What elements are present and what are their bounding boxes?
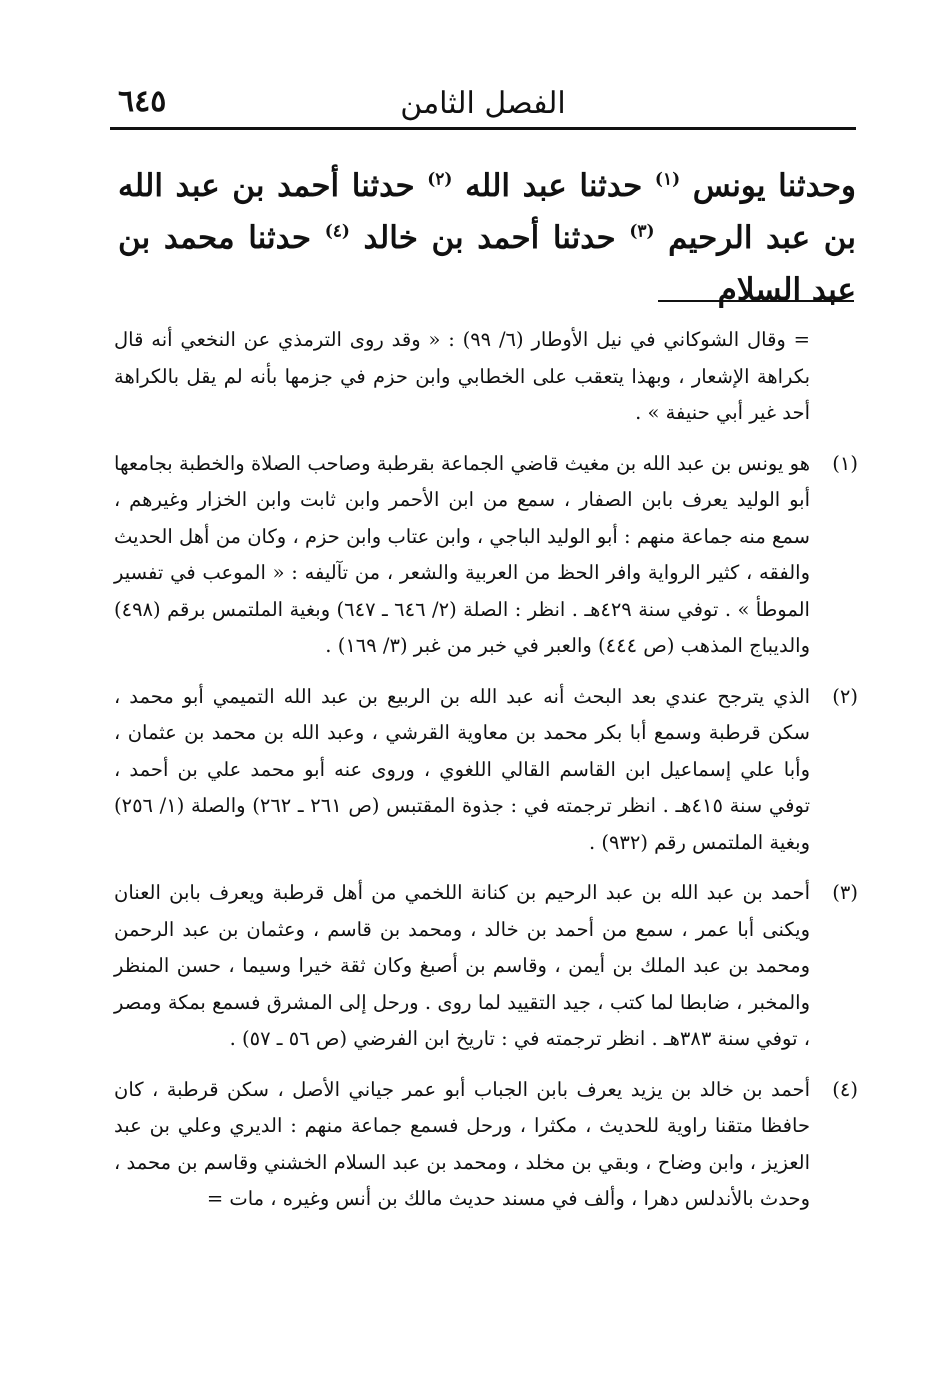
footnote-text: أحمد بن عبد الله بن عبد الرحيم بن كنانة اللخمي من أهل قرطبة ويعرف بابن العنان ويكنى أبا عمر ، سمع من أحمد بن خالد ، ومحمد بن قاسم ، وعثمان بن عبد الرحمن ومحمد بن عبد الملك بن أيمن ، وقاسم بن أصبغ وكان ثقة خيرا وسيما ، حسن المنظر والمخبر ، ضابطا لما كتب ، جيد التقييد لما روى . ورحل إلى المشرق فسمع بمكة ومصر ، توفي سنة ٣٨٣هـ . انظر ترجمته في : تاريخ ابن الفرضي (ص ٥٦ ـ ٥٧) . [114,881,810,1050]
running-header [110,78,856,128]
main-text-segment: حدثنا محمد بن عبد السلام [118,220,856,308]
main-text-segment: حدثنا أحمد بن خالد [349,220,630,256]
main-text-segment: حدثنا عبد الله [452,168,655,204]
footnote-number: (٢) [832,684,858,708]
footnote-ref-3: (٣) [629,221,655,242]
footnotes [114,322,858,1232]
footnote-number: (١) [832,451,858,475]
header-divider [110,127,856,130]
footnote-number: (٤) [832,1077,858,1101]
main-text [118,160,856,316]
footnote-2 [114,679,858,862]
footnote-continuation: = وقال الشوكاني في نيل الأوطار (٦/ ٩٩) : « وقد روى الترمذي عن النخعي أنه قال بكراهة الإشعار ، وبهذا يتعقب على الخطابي وابن حزم في جزمها بأنه لم يقل بالكراهة أحد غير أبي حنيفة » . [114,328,810,424]
footnote-divider [658,300,854,302]
footnote-4 [114,1072,858,1218]
main-text-segment: وحدثنا يونس [680,168,856,204]
footnote-3 [114,875,858,1058]
footnote-ref-4: (٤) [324,221,350,242]
footnote-1 [114,446,858,665]
footnote-text: الذي يترجح عندي بعد البحث أنه عبد الله بن الربيع بن عبد الله التميمي أبو محمد ، سكن قرطبة وسمع أبا بكر محمد بن معاوية القرشي ، وعبد الله بن محمد بن عثمان ، وأبا علي إسماعيل ابن القاسم القالي اللغوي ، وروى عنه أبو محمد علي بن أحمد ، توفي سنة ٤١٥هـ . انظر ترجمته في : جذوة المقتبس (ص ٢٦١ ـ ٢٦٢) والصلة (١/ ٢٥٦) وبغية الملتمس رقم (٩٣٢) . [114,684,810,854]
footnote-ref-1: (١) [654,169,681,190]
footnote-text: أحمد بن خالد بن يزيد يعرف بابن الجباب أبو عمر جياني الأصل ، سكن قرطبة ، كان حافظا متقنا راوية للحديث ، مكثرا ، ورحل فسمع جماعة منهم : الديري وعلي بن عبد العزيز ، وابن وضاح ، وبقي بن مخلد ، ومحمد بن عبد السلام الخشني وقاسم بن محمد ، وحدث بالأندلس دهرا ، وألف في مسند حديث مالك بن أنس وغيره ، مات = [114,1077,810,1210]
footnote-number: (٣) [832,881,858,904]
main-text-segment: حدثنا أحمد بن عبد الله بن عبد الرحيم [118,168,856,256]
chapter-title: الفصل الثامن [400,86,566,121]
page-number: ٦٤٥ [118,84,167,119]
footnote-ref-2: (٢) [427,169,453,190]
footnote-text: هو يونس بن عبد الله بن مغيث قاضي الجماعة بقرطبة وصاحب الصلاة والخطبة بجامعها أبو الوليد يعرف بابن الصفار ، سمع من ابن الأحمر وابن ثابت وابن الخزار وغيرهم ، سمع منه جماعة منهم : أبو الوليد الباجي ، وابن عتاب وابن حزم ، وكان من أهل الحديث والفقه ، كثير الرواية وافر الحظ من العربية والشعر ، من تآليفه : « الموعب في تفسير الموطأ » . توفي سنة ٤٢٩هـ . انظر : الصلة (٢/ ٦٤٦ ـ ٦٤٧) وبغية الملتمس برقم (٤٩٨) والديباج المذهب (ص ٤٤٤) والعبر في خبر من غبر (٣/ ١٦٩) . [114,451,810,657]
